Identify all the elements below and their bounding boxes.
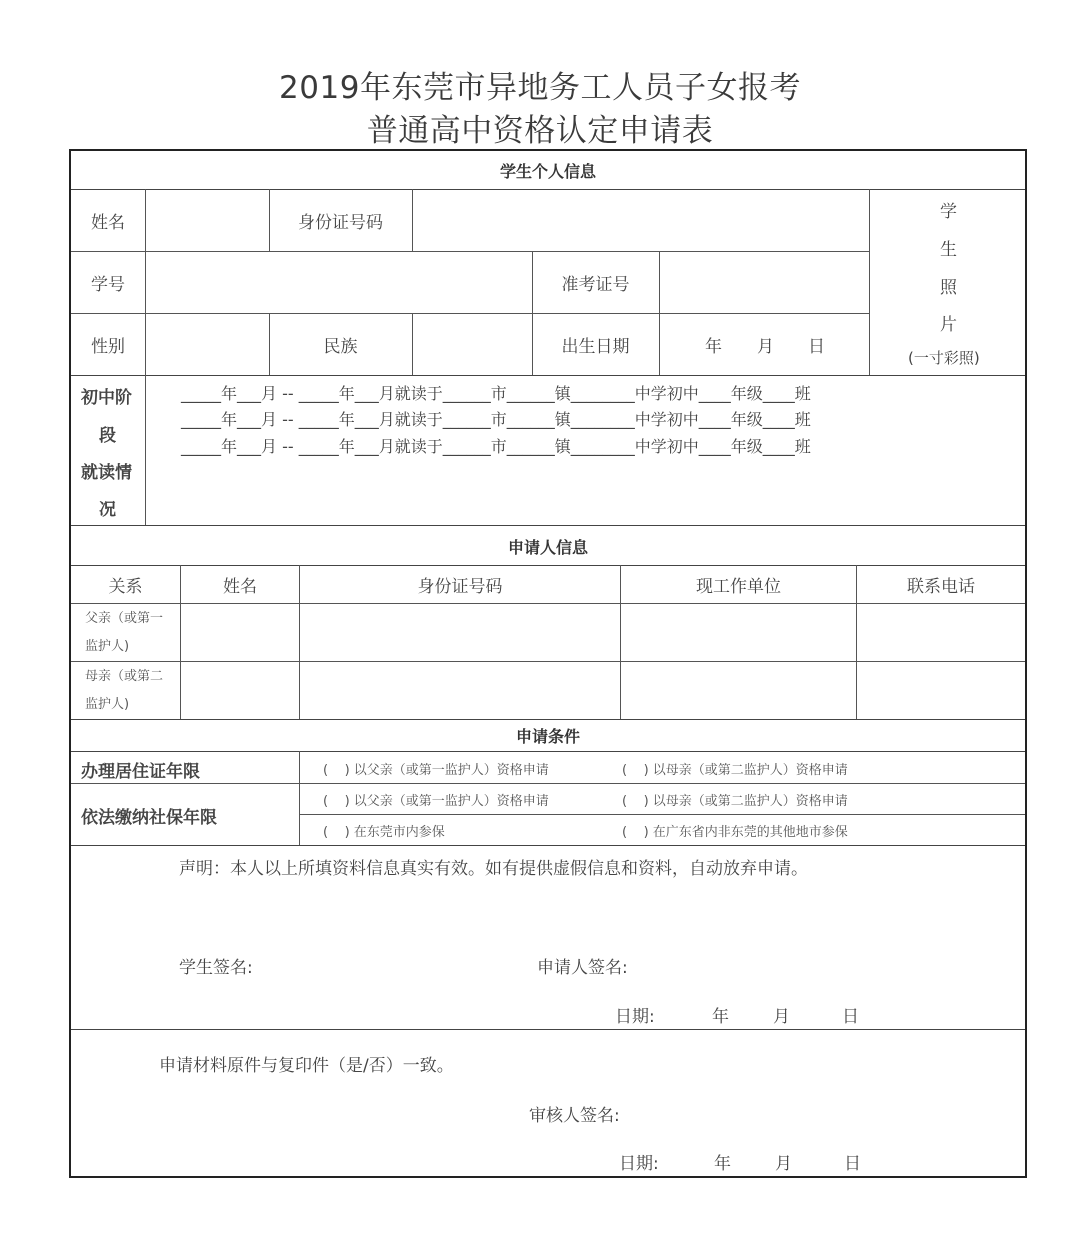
declaration-date-year: 年 bbox=[712, 1007, 729, 1027]
student-id-number-field[interactable] bbox=[413, 189, 869, 251]
photo-char-3: 照 bbox=[940, 278, 957, 298]
mother-relation bbox=[85, 663, 163, 719]
declaration-date-month: 月 bbox=[773, 1007, 790, 1027]
exam-no-label: 准考证号 bbox=[561, 274, 630, 295]
review-date-month: 月 bbox=[775, 1154, 792, 1174]
col-id-number: 身份证号码 bbox=[417, 576, 503, 597]
photo-char-4: 片 bbox=[940, 315, 957, 335]
applicant-info-header: 申请人信息 bbox=[507, 538, 588, 557]
col-employer: 现工作单位 bbox=[696, 576, 781, 597]
declaration-date-label: 日期: bbox=[615, 1007, 655, 1027]
middle-school-label bbox=[71, 375, 145, 525]
social-option-mother[interactable]: ( ) 以母亲（或第二监护人）资格申请 bbox=[622, 794, 848, 809]
ethnicity-field[interactable] bbox=[413, 313, 532, 375]
student-info-header: 学生个人信息 bbox=[499, 162, 596, 181]
enrollment-row-2[interactable]: _____年___月 -- _____年___月就读于______市______镇________中学初中____年级____班 bbox=[181, 410, 811, 429]
mother-employer-field[interactable] bbox=[621, 662, 856, 719]
photo-char-2: 生 bbox=[940, 240, 957, 260]
father-relation bbox=[85, 605, 163, 661]
mother-name-field[interactable] bbox=[181, 662, 299, 719]
father-id-field[interactable] bbox=[300, 604, 620, 661]
enrollment-row-3[interactable]: _____年___月 -- _____年___月就读于______市______镇________中学初中____年级____班 bbox=[181, 437, 811, 456]
birth-day-unit: 日 bbox=[808, 337, 825, 357]
review-statement: 申请材料原件与复印件（是/否）一致。 bbox=[159, 1056, 454, 1076]
residence-option-father[interactable]: ( ) 以父亲（或第一监护人）资格申请 bbox=[323, 763, 549, 778]
student-name-field[interactable] bbox=[146, 189, 269, 251]
id-number-label: 身份证号码 bbox=[298, 212, 383, 233]
middle-school-label-line1: 初中阶 bbox=[81, 388, 132, 408]
col-name: 姓名 bbox=[223, 576, 257, 597]
middle-school-label-line4: 况 bbox=[99, 500, 116, 520]
father-name-field[interactable] bbox=[181, 604, 299, 661]
col-relation: 关系 bbox=[108, 576, 143, 597]
applicant-signature-label: 申请人签名: bbox=[537, 958, 628, 978]
middle-school-label-line3: 就读情 bbox=[81, 463, 132, 483]
reviewer-signature-label: 审核人签名: bbox=[529, 1106, 620, 1126]
exam-no-field[interactable] bbox=[660, 251, 869, 313]
social-security-years-label: 依法缴纳社保年限 bbox=[81, 808, 217, 828]
mother-id-field[interactable] bbox=[300, 662, 620, 719]
review-date-year: 年 bbox=[714, 1154, 731, 1174]
photo-size-note: (一寸彩照) bbox=[908, 349, 980, 367]
middle-school-label-line2: 段 bbox=[99, 426, 116, 446]
social-option-other-city[interactable]: ( ) 在广东省内非东莞的其他地市参保 bbox=[622, 825, 848, 840]
col-phone: 联系电话 bbox=[907, 576, 975, 597]
birth-date-field[interactable] bbox=[660, 313, 869, 375]
student-no-field[interactable] bbox=[146, 251, 532, 313]
applicant-signature-field[interactable] bbox=[637, 949, 937, 977]
social-option-father[interactable]: ( ) 以父亲（或第一监护人）资格申请 bbox=[323, 794, 549, 809]
student-no-label: 学号 bbox=[91, 274, 125, 295]
application-form bbox=[69, 149, 1027, 1178]
birth-month-unit: 月 bbox=[757, 337, 774, 357]
declaration-statement: 声明：本人以上所填资料信息真实有效。如有提供虚假信息和资料，自动放弃申请。 bbox=[179, 859, 808, 879]
residence-option-mother[interactable]: ( ) 以母亲（或第二监护人）资格申请 bbox=[622, 763, 848, 778]
student-photo-box[interactable] bbox=[870, 189, 1025, 375]
gender-field[interactable] bbox=[146, 313, 269, 375]
reviewer-signature-field[interactable] bbox=[631, 1097, 931, 1125]
form-title-line1: 2019年东莞市异地务工人员子女报考 bbox=[279, 70, 801, 106]
enrollment-row-1[interactable]: _____年___月 -- _____年___月就读于______市______镇________中学初中____年级____班 bbox=[181, 384, 811, 403]
residence-years-label: 办理居住证年限 bbox=[81, 762, 200, 782]
father-relation-line2: 监护人) bbox=[85, 639, 130, 654]
name-label: 姓名 bbox=[91, 212, 125, 233]
conditions-header: 申请条件 bbox=[515, 727, 580, 746]
mother-relation-line1: 母亲（或第二 bbox=[85, 669, 164, 684]
photo-char-1: 学 bbox=[940, 202, 957, 222]
student-signature-field[interactable] bbox=[261, 949, 521, 977]
declaration-date-day: 日 bbox=[842, 1007, 859, 1027]
review-date-day: 日 bbox=[844, 1154, 861, 1174]
father-relation-line1: 父亲（或第一 bbox=[85, 611, 164, 626]
review-date-label: 日期: bbox=[619, 1154, 659, 1174]
form-title-line2: 普通高中资格认定申请表 bbox=[366, 113, 714, 149]
gender-label: 性别 bbox=[91, 336, 125, 357]
mother-relation-line2: 监护人) bbox=[85, 697, 130, 712]
mother-phone-field[interactable] bbox=[857, 662, 1025, 719]
birth-date-label: 出生日期 bbox=[561, 336, 630, 357]
father-employer-field[interactable] bbox=[621, 604, 856, 661]
father-phone-field[interactable] bbox=[857, 604, 1025, 661]
birth-year-unit: 年 bbox=[705, 337, 722, 357]
ethnicity-label: 民族 bbox=[323, 336, 358, 357]
social-option-dongguan[interactable]: ( ) 在东莞市内参保 bbox=[323, 825, 445, 840]
student-signature-label: 学生签名: bbox=[179, 958, 253, 978]
